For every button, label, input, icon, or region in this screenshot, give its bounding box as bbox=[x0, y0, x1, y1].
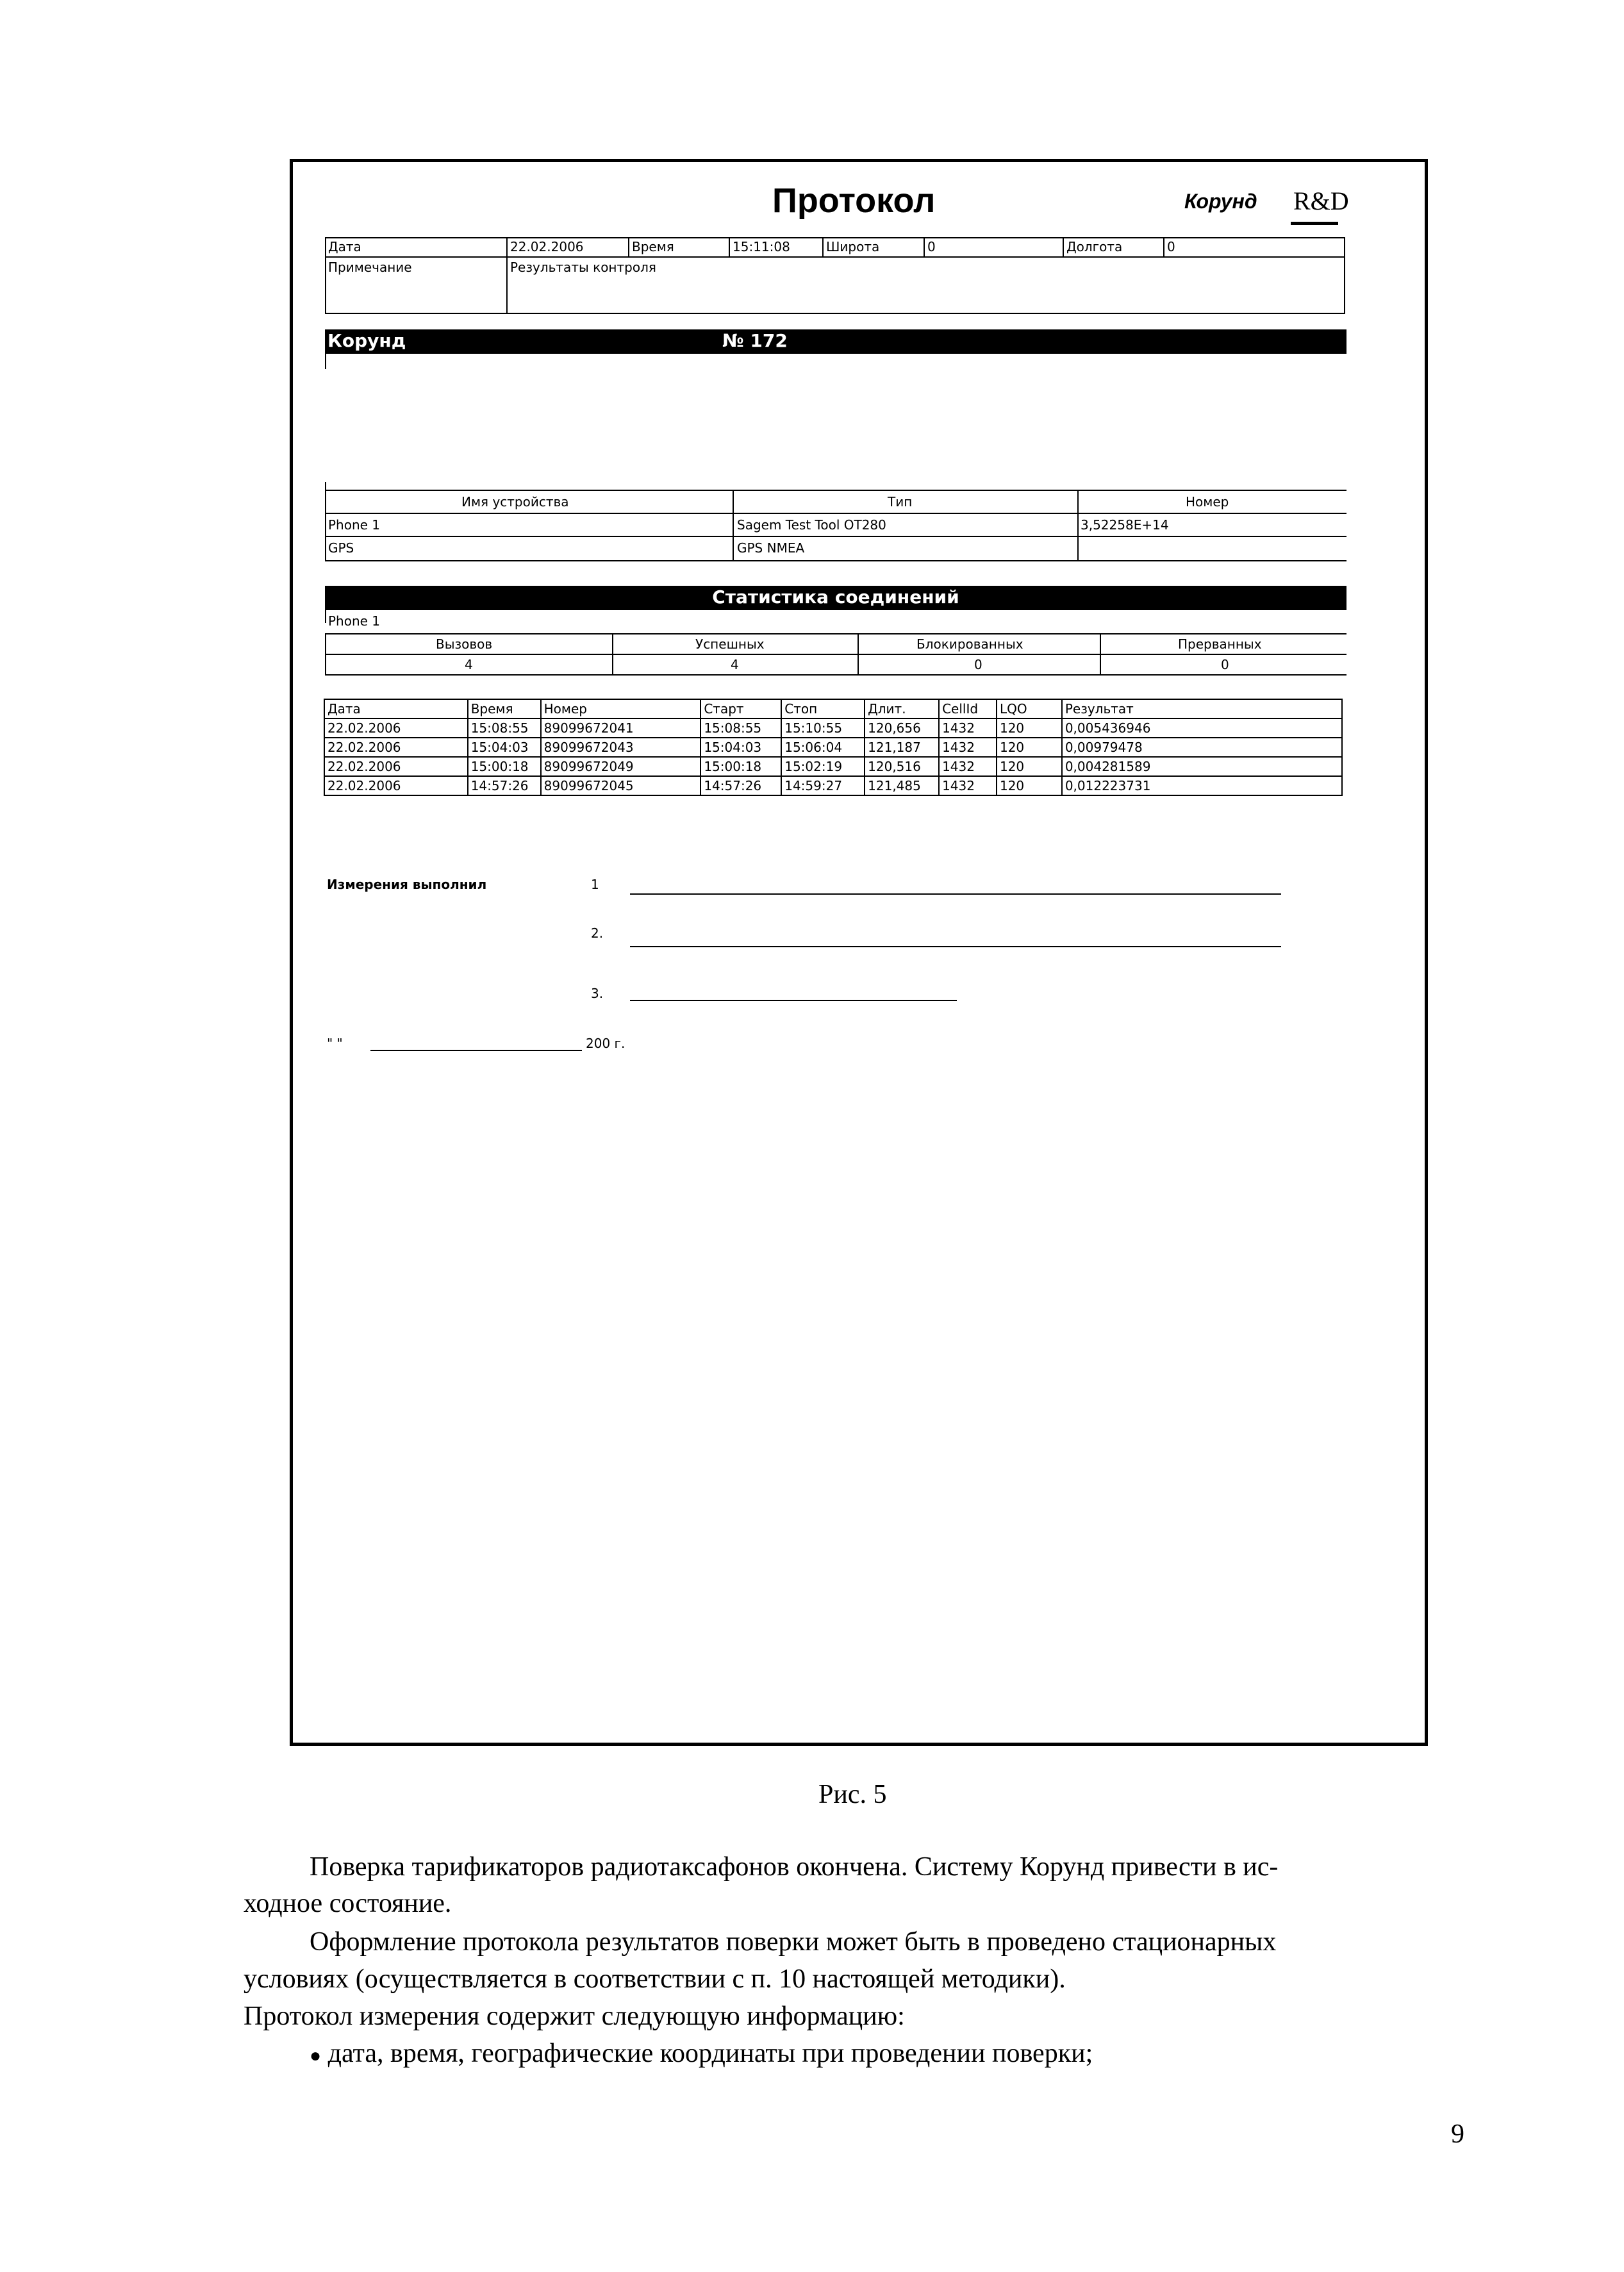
stats-value-blocked: 0 bbox=[974, 657, 982, 672]
cell-time: 15:04:03 bbox=[468, 738, 541, 757]
signature-line-1[interactable] bbox=[630, 893, 1281, 895]
stats-header-success: Успешных bbox=[695, 636, 765, 652]
date-year: 200 г. bbox=[586, 1036, 626, 1051]
paragraph-2-line-2: условиях (осуществляется в соответствии с п. 10 настоящей методики). bbox=[244, 1964, 1066, 1994]
cell-number: 89099672045 bbox=[541, 776, 701, 795]
latitude-value: 0 bbox=[927, 239, 936, 254]
figure-caption: Рис. 5 bbox=[818, 1780, 887, 1809]
time-value: 15:11:08 bbox=[733, 239, 790, 254]
device-row-1-name: Phone 1 bbox=[328, 517, 381, 533]
table-row bbox=[324, 776, 1342, 795]
cell-time: 15:00:18 bbox=[468, 757, 541, 776]
calls-header-lqo: LQO bbox=[997, 699, 1062, 718]
device-row-1-number: 3,52258E+14 bbox=[1081, 517, 1169, 533]
stats-header-dropped: Прерванных bbox=[1178, 636, 1262, 652]
table-row bbox=[324, 718, 1342, 738]
cell-start: 14:57:26 bbox=[700, 776, 781, 795]
calls-header-time: Время bbox=[468, 699, 541, 718]
stats-bar-title: Статистика соединений bbox=[712, 586, 959, 608]
logo-underline bbox=[1291, 222, 1338, 225]
devices-header-number: Номер bbox=[1186, 494, 1229, 510]
date-quote-marks: " " bbox=[327, 1036, 343, 1051]
page-number: 9 bbox=[1451, 2119, 1464, 2149]
protocol-frame bbox=[290, 159, 1428, 1746]
bullet-item bbox=[310, 2036, 1093, 2074]
table-row bbox=[324, 757, 1342, 776]
cell-result: 0,004281589 bbox=[1062, 757, 1342, 776]
calls-header-number: Номер bbox=[541, 699, 701, 718]
brand-label: Корунд bbox=[1184, 190, 1257, 213]
cell-start: 15:00:18 bbox=[700, 757, 781, 776]
cell-time: 15:08:55 bbox=[468, 718, 541, 738]
cell-start: 15:04:03 bbox=[700, 738, 781, 757]
calls-header-row bbox=[324, 699, 1342, 718]
paragraph-1-line-2: ходное состояние. bbox=[244, 1889, 452, 1918]
cell-stop: 15:10:55 bbox=[781, 718, 865, 738]
cell-duration: 121,187 bbox=[865, 738, 939, 757]
cell-result: 0,005436946 bbox=[1062, 718, 1342, 738]
stats-value-calls: 4 bbox=[465, 657, 473, 672]
calls-header-result: Результат bbox=[1062, 699, 1342, 718]
device-bar-number: № 172 bbox=[722, 330, 788, 351]
stats-header-blocked: Блокированных bbox=[916, 636, 1023, 652]
paragraph-1-line-1: Поверка тарификаторов радиотаксафонов окончена. Систему Корунд привести в ис- bbox=[310, 1852, 1279, 1882]
stats-bar bbox=[325, 586, 1346, 610]
cell-cellid: 1432 bbox=[939, 738, 997, 757]
calls-table bbox=[324, 699, 1343, 796]
rd-logo: R&D bbox=[1293, 187, 1349, 215]
bullet-icon: ● bbox=[310, 2045, 322, 2066]
device-row-1-type: Sagem Test Tool OT280 bbox=[737, 517, 886, 533]
cell-number: 89099672043 bbox=[541, 738, 701, 757]
cell-duration: 120,656 bbox=[865, 718, 939, 738]
date-line[interactable] bbox=[370, 1050, 582, 1051]
signature-line-2[interactable] bbox=[630, 946, 1281, 947]
signature-line-1-number: 1 bbox=[591, 877, 599, 892]
signature-line-2-number: 2. bbox=[591, 925, 604, 941]
calls-header-cellid: CellId bbox=[939, 699, 997, 718]
calls-header-start: Старт bbox=[700, 699, 781, 718]
cell-number: 89099672041 bbox=[541, 718, 701, 738]
cell-number: 89099672049 bbox=[541, 757, 701, 776]
cell-lqo: 120 bbox=[997, 757, 1062, 776]
stats-header-calls: Вызовов bbox=[436, 636, 493, 652]
stats-value-success: 4 bbox=[731, 657, 739, 672]
cell-start: 15:08:55 bbox=[700, 718, 781, 738]
longitude-value: 0 bbox=[1167, 239, 1175, 254]
table-row bbox=[324, 738, 1342, 757]
signature-label: Измерения выполнил bbox=[327, 877, 487, 892]
device-bar-brand: Корунд bbox=[327, 330, 406, 351]
cell-lqo: 120 bbox=[997, 738, 1062, 757]
cell-cellid: 1432 bbox=[939, 757, 997, 776]
stats-phone-label: Phone 1 bbox=[328, 613, 381, 629]
cell-cellid: 1432 bbox=[939, 718, 997, 738]
device-bar bbox=[325, 329, 1346, 354]
protocol-title: Протокол bbox=[772, 181, 936, 220]
calls-header-stop: Стоп bbox=[781, 699, 865, 718]
cell-duration: 120,516 bbox=[865, 757, 939, 776]
cell-duration: 121,485 bbox=[865, 776, 939, 795]
date-value: 22.02.2006 bbox=[510, 239, 584, 254]
cell-date: 22.02.2006 bbox=[324, 757, 468, 776]
note-value: Результаты контроля bbox=[510, 260, 656, 275]
cell-date: 22.02.2006 bbox=[324, 776, 468, 795]
paragraph-2-line-1: Оформление протокола результатов поверки может быть в проведено стационарных bbox=[310, 1927, 1277, 1957]
stats-value-dropped: 0 bbox=[1221, 657, 1229, 672]
time-label: Время bbox=[632, 239, 674, 254]
note-label: Примечание bbox=[328, 260, 412, 275]
paragraph-3: Протокол измерения содержит следующую информацию: bbox=[244, 2002, 905, 2031]
cell-lqo: 120 bbox=[997, 776, 1062, 795]
calls-header-date: Дата bbox=[324, 699, 468, 718]
cell-result: 0,012223731 bbox=[1062, 776, 1342, 795]
cell-cellid: 1432 bbox=[939, 776, 997, 795]
cell-stop: 15:02:19 bbox=[781, 757, 865, 776]
date-label: Дата bbox=[328, 239, 361, 254]
devices-header-type: Тип bbox=[888, 494, 913, 510]
signature-line-3[interactable] bbox=[630, 1000, 957, 1001]
cell-lqo: 120 bbox=[997, 718, 1062, 738]
cell-stop: 15:06:04 bbox=[781, 738, 865, 757]
calls-header-duration: Длит. bbox=[865, 699, 939, 718]
cell-date: 22.02.2006 bbox=[324, 738, 468, 757]
devices-header-name: Имя устройства bbox=[461, 494, 569, 510]
device-row-2-name: GPS bbox=[328, 540, 354, 556]
latitude-label: Широта bbox=[826, 239, 880, 254]
bullet-text: дата, время, географические координаты при проведении поверки; bbox=[327, 2039, 1093, 2068]
cell-stop: 14:59:27 bbox=[781, 776, 865, 795]
cell-date: 22.02.2006 bbox=[324, 718, 468, 738]
cell-result: 0,00979478 bbox=[1062, 738, 1342, 757]
longitude-label: Долгота bbox=[1066, 239, 1123, 254]
cell-time: 14:57:26 bbox=[468, 776, 541, 795]
device-row-2-type: GPS NMEA bbox=[737, 540, 805, 556]
signature-line-3-number: 3. bbox=[591, 986, 604, 1001]
